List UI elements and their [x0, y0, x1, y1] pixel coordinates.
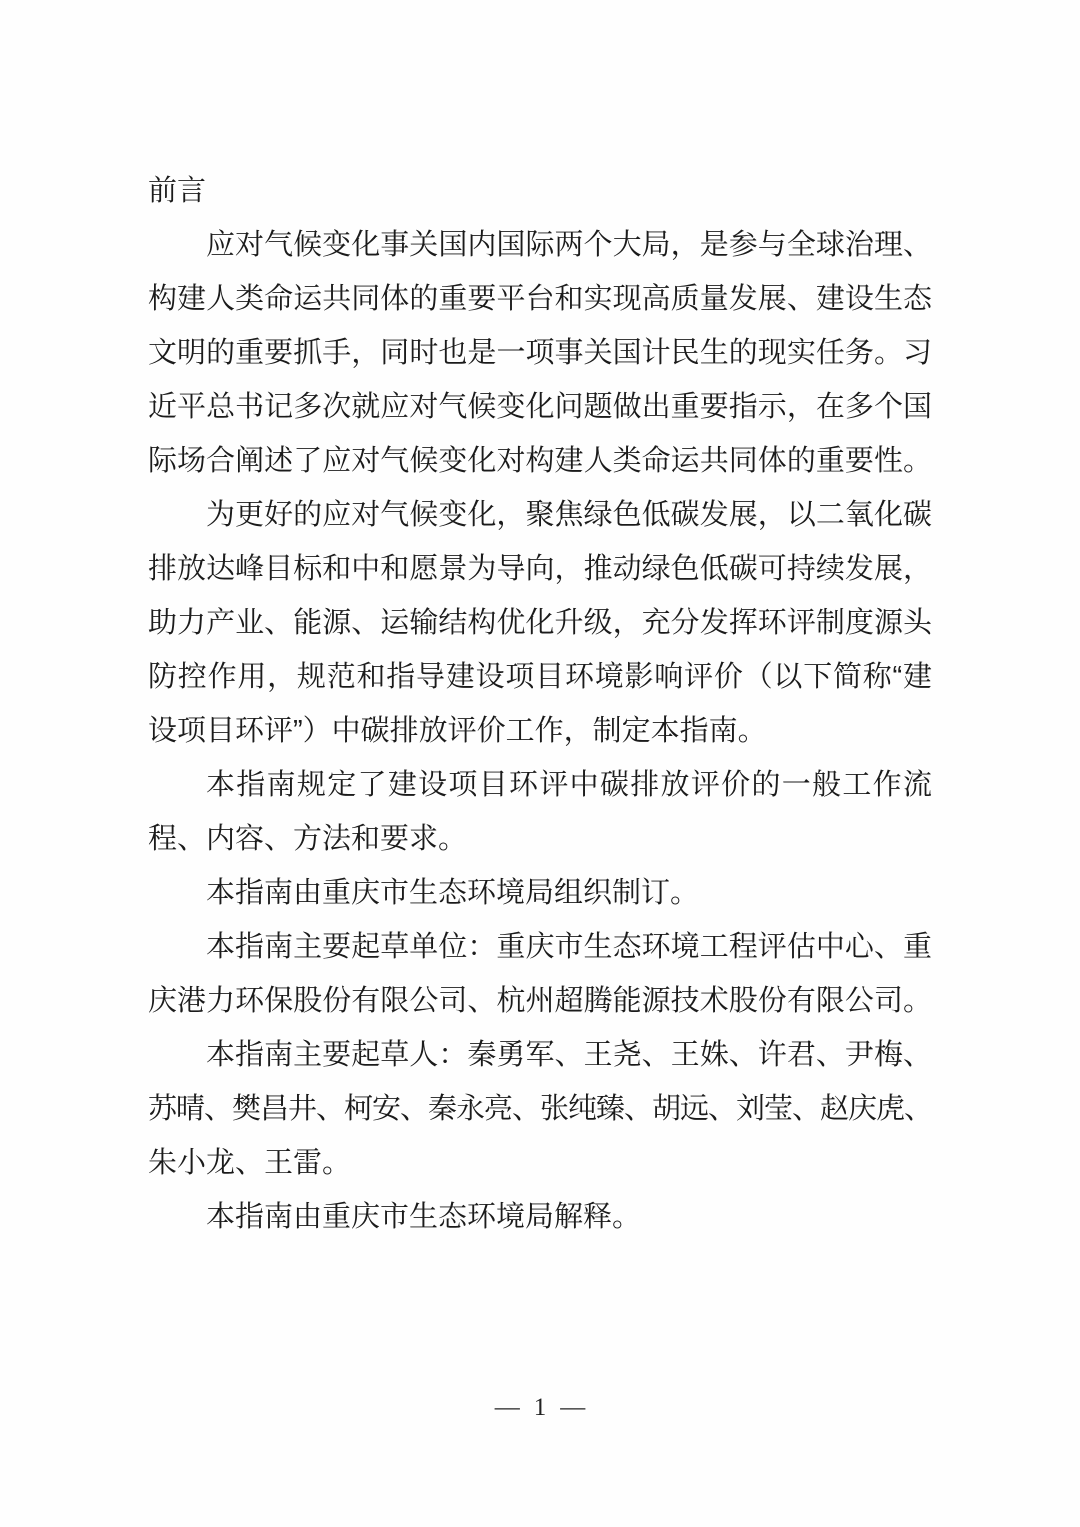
- body-line: 际场合阐述了应对气候变化对构建人类命运共同体的重要性。: [148, 445, 932, 477]
- body-line: 朱小龙、王雷。: [148, 1147, 352, 1179]
- body-line: 本指南主要起草人：秦勇军、王尧、王姝、许君、尹梅、: [206, 1039, 932, 1071]
- body-line: 本指南由重庆市生态环境局组织制订。: [206, 877, 700, 909]
- footer-dash-left: —: [494, 1394, 520, 1421]
- page-number: 1: [533, 1394, 547, 1421]
- preface-section: [148, 164, 932, 1244]
- body-line: 文明的重要抓手，同时也是一项事关国计民生的现实任务。习: [148, 337, 932, 369]
- body-line: 本指南规定了建设项目环评中碳排放评价的一般工作流: [206, 769, 932, 801]
- body-line: 程、内容、方法和要求。: [148, 823, 468, 855]
- body-line: 本指南主要起草单位：重庆市生态环境工程评估中心、重: [206, 931, 932, 963]
- body-line: 设项目环评”）中碳排放评价工作，制定本指南。: [148, 715, 767, 747]
- body-line: 苏晴、樊昌井、柯安、秦永亮、张纯臻、胡远、刘莹、赵庆虎、: [148, 1093, 932, 1125]
- body-line: 庆港力环保股份有限公司、杭州超腾能源技术股份有限公司。: [148, 985, 932, 1017]
- page-footer: [0, 1394, 1080, 1422]
- footer-dash-right: —: [560, 1394, 586, 1421]
- body-line: 排放达峰目标和中和愿景为导向，推动绿色低碳可持续发展，: [148, 553, 932, 585]
- body-line: 助力产业、能源、运输结构优化升级，充分发挥环评制度源头: [148, 607, 932, 639]
- body-line: 构建人类命运共同体的重要平台和实现高质量发展、建设生态: [148, 283, 932, 315]
- body-line: 防控作用，规范和指导建设项目环境影响评价（以下简称“建: [148, 661, 932, 693]
- body-line: 应对气候变化事关国内国际两个大局，是参与全球治理、: [206, 229, 932, 261]
- section-title: 前言: [148, 175, 207, 207]
- body-line: 本指南由重庆市生态环境局解释。: [206, 1201, 642, 1233]
- body-line: 为更好的应对气候变化，聚焦绿色低碳发展，以二氧化碳: [206, 499, 932, 531]
- body-line: 近平总书记多次就应对气候变化问题做出重要指示，在多个国: [148, 391, 932, 423]
